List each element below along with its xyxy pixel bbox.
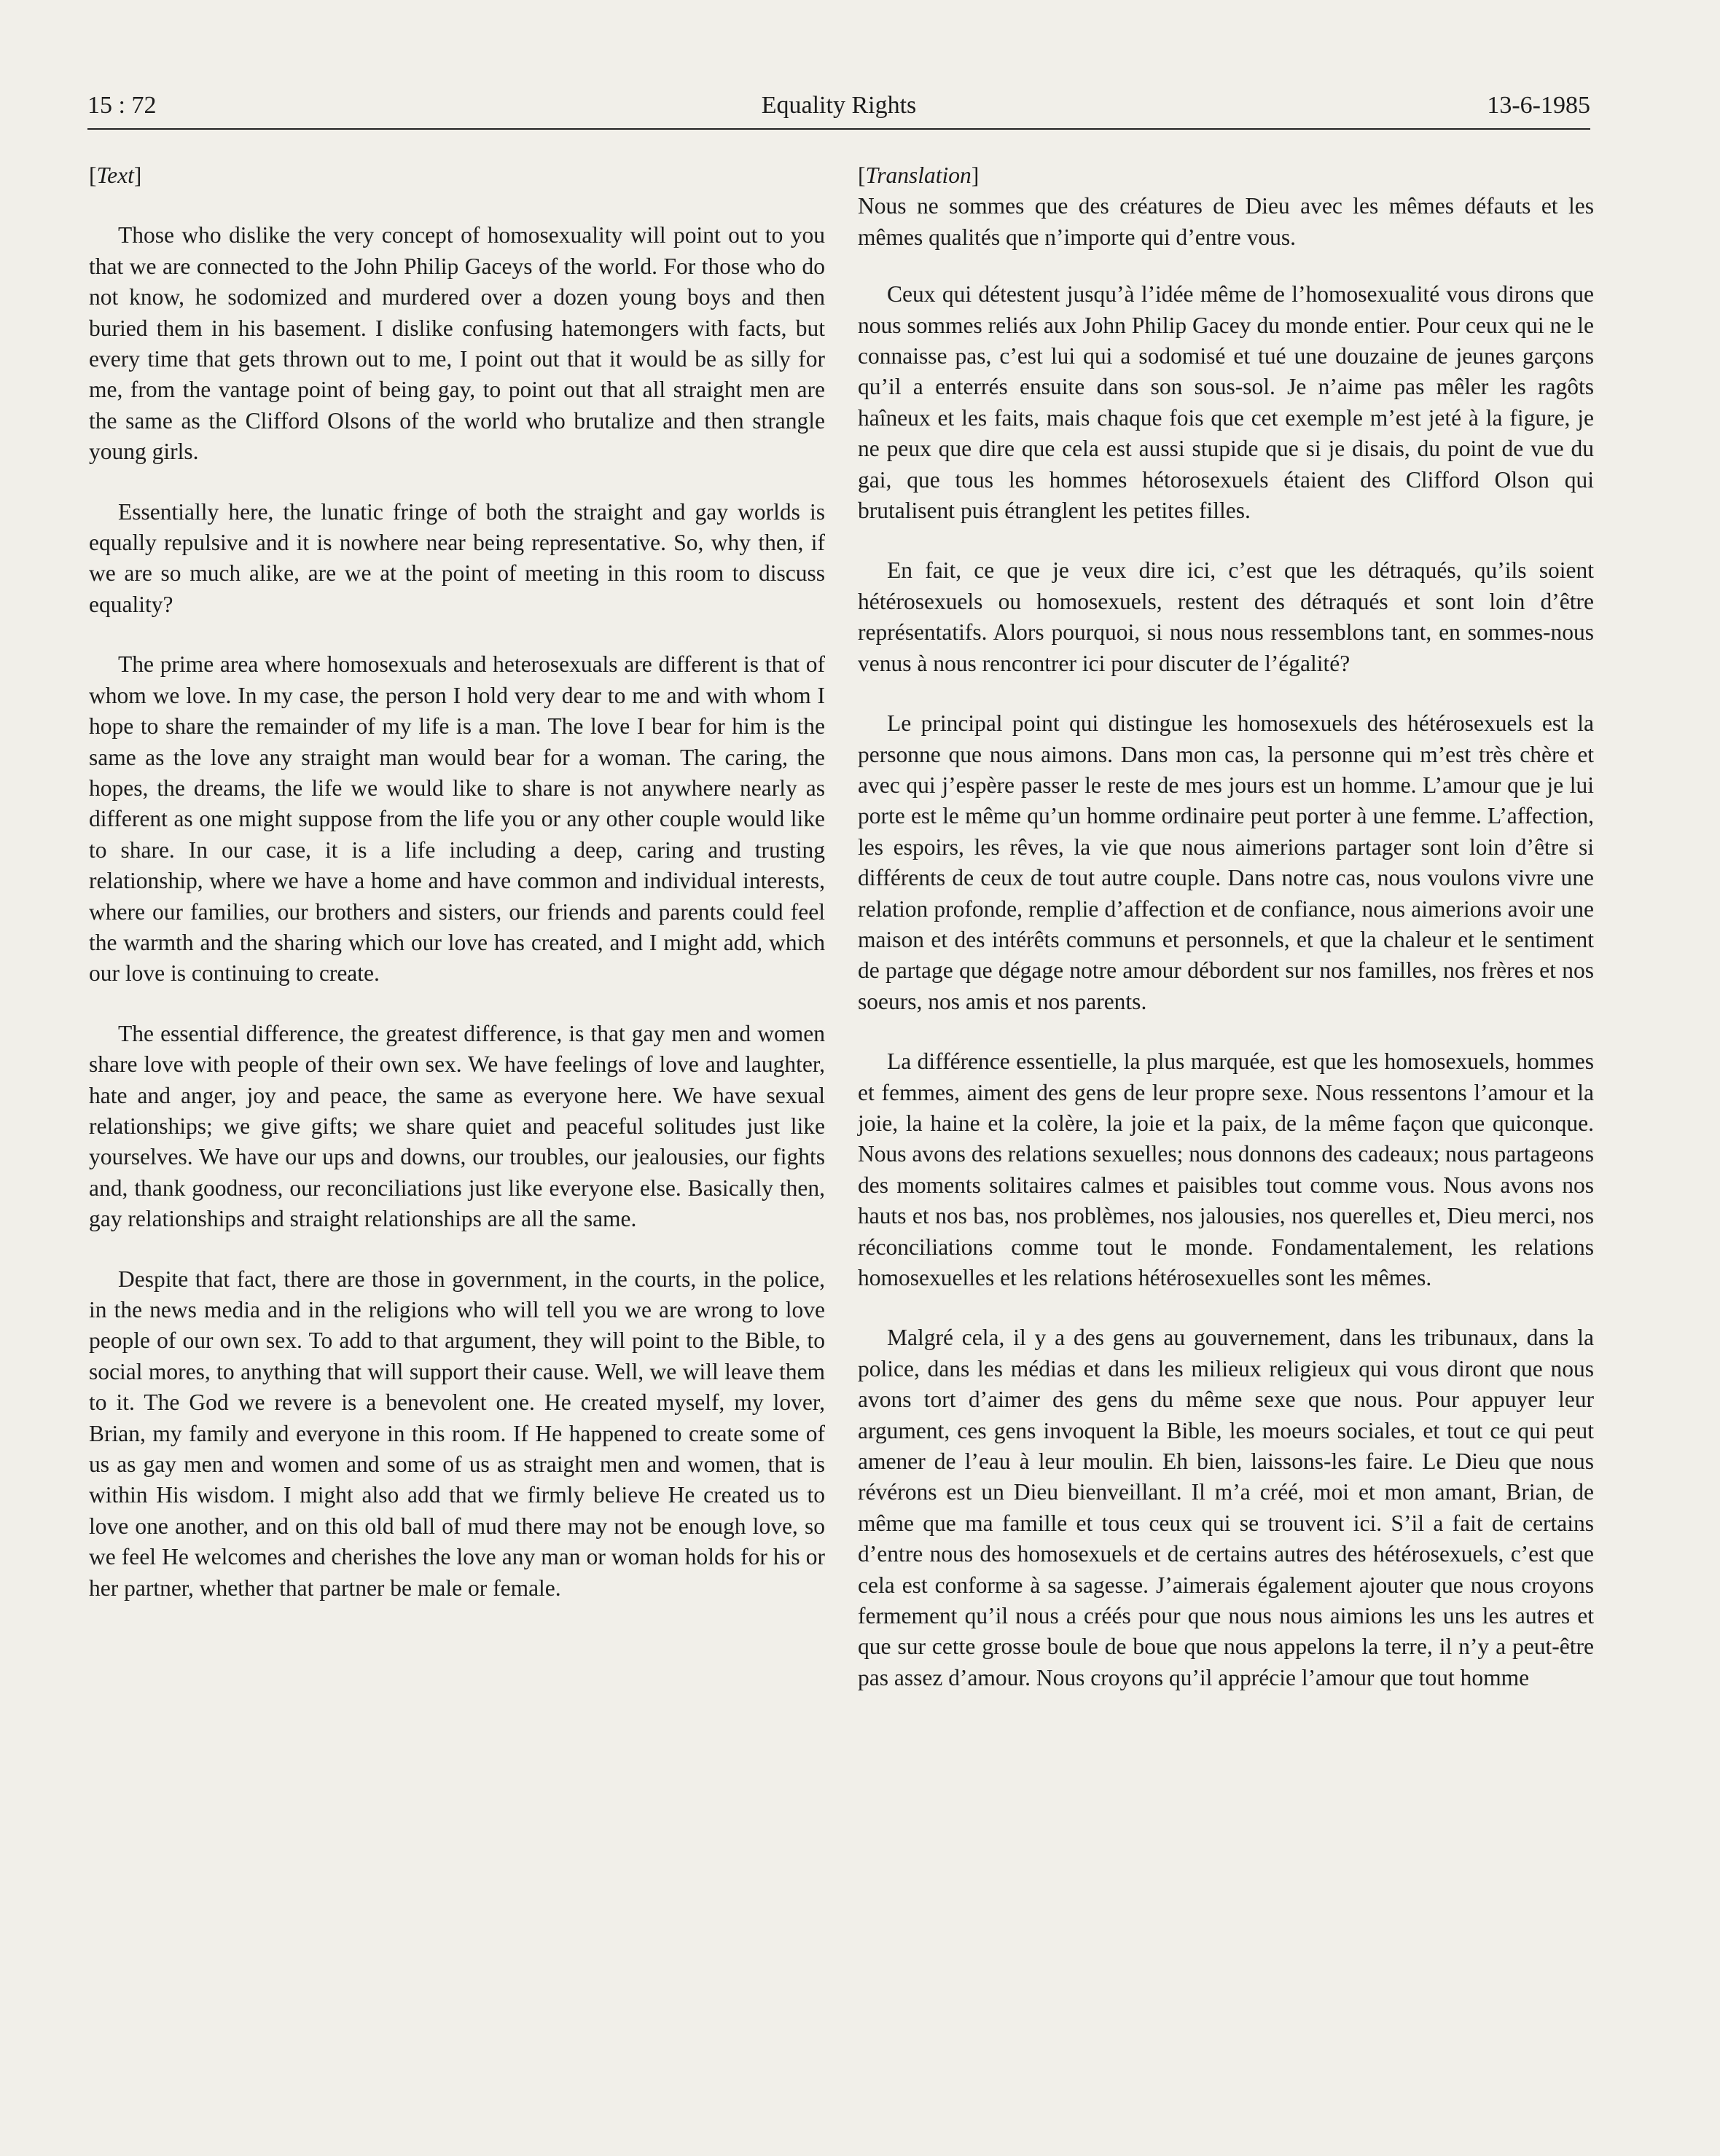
paragraph: Le principal point qui distingue les homosexuels des hétérosexuels est la personne que nous aimons. Dans mon cas, la personne qui m’est très chère et avec qui j’espère passer le reste de mes jours est un homme. L’amour que je lui porte est le même qu’un homme ordinaire peut porter à une femme. L’affection, les espoirs, les rêves, la vie que nous aimerions partager sont loin d’être si différents de ceux de tout autre couple. Dans notre cas, nous voulons vivre une relation profonde, remplie d’affection et de confiance, nous aimerions avoir une maison et des intérêts communs et personnels, et que la chaleur et le sentiment de partage que dégage notre amour débordent sur nos familles, nos frères et nos soeurs, nos amis et nos parents.: [858, 710, 1594, 1014]
english-column: [89, 160, 825, 1633]
page-date: 13-6-1985: [1487, 92, 1590, 119]
column-label: [Text]: [89, 162, 142, 188]
paragraph: The essential difference, the greatest difference, is that gay men and women share love with people of their own sex. We have feelings of love and laughter, hate and anger, joy and peace, the same as everyone here. We have sexual relationships; we give gifts; we share quiet and peaceful solitudes just like yourselves. We have our ups and downs, our troubles, our jealousies, our fights and, thank goodness, our reconciliations just like everyone else. Basically then, gay relationships and straight relationships are all the same.: [89, 1020, 825, 1232]
page-header: [87, 86, 1590, 130]
page-number: 15 : 72: [87, 92, 157, 119]
paragraph: Malgré cela, il y a des gens au gouvernement, dans les tribunaux, dans la police, dans les médias et dans les milieux religieux qui vous diront que nous avons tort d’aimer des gens du même sexe que nous. Pour appuyer leur argument, ces gens invoquent la Bible, les moeurs sociales, et tout ce qui peut amener de l’eau à leur moulin. Eh bien, laissons-les faire. Le Dieu que nous révérons est un Dieu bienveillant. Il m’a créé, moi et mon amant, Brian, de même que ma famille et tous ceux qui se trouvent ici. S’il a fait de certains d’entre nous des homosexuels et de certains autres des hétérosexuels, c’est que cela est conforme à sa sagesse. J’aimerais également ajouter que nous croyons fermement qu’il nous a créés pour que nous nous aimions les uns les autres et que sur cette grosse boule de boue que nous appelons la terre, il n’y a peut-être pas assez d’amour. Nous croyons qu’il apprécie l’amour que tout homme: [858, 1325, 1594, 1690]
paragraph: Those who dislike the very concept of homosexuality will point out to you that we are connected to the John Philip Gaceys of the world. For those who do not know, he sodomized and murdered over a dozen young boys and then buried them in his basement. I dislike confusing hatemongers with facts, but every time that gets thrown out to me, I point out that it would be as silly for me, from the vantage point of being gay, to point out that all straight men are the same as the Clifford Olsons of the world who brutalize and then strangle young girls.: [89, 222, 825, 465]
paragraph: La différence essentielle, la plus marquée, est que les homosexuels, hommes et femmes, aiment des gens de leur propre sexe. Nous ressentons l’amour et la joie, la haine et la colère, la joie et la paix, de la même façon que quiconque. Nous avons des relations sexuelles; nous donnons des cadeaux; nous partageons des moments solitaires calmes et paisibles tout comme vous. Nous avons nos hauts et nos bas, nos problèmes, nos jalousies, nos querelles et, Dieu merci, nos réconciliations comme tout le monde. Fondamentalement, les relations homosexuelles et les relations hétérosexuelles sont les mêmes.: [858, 1048, 1594, 1290]
paragraph: Ceux qui détestent jusqu’à l’idée même de l’homosexualité vous dirons que nous sommes reliés aux John Philip Gacey du monde entier. Pour ceux qui ne le connaisse pas, c’est lui qui a sodomisé et tué une douzaine de jeunes garçons qu’il a enterrés ensuite dans son sous-sol. Je n’aime pas mêler les ragôts haîneux et les faits, mais chaque fois que cet exemple m’est jeté à la figure, je ne peux que dire que cela est aussi stupide que si je disais, du point de vue du gai, que tous les hommes hétorosexuels étaient des Clifford Olson qui brutalisent puis étranglent les petites filles.: [858, 281, 1594, 524]
french-column: [858, 160, 1594, 1722]
paragraph: Despite that fact, there are those in government, in the courts, in the police, in the news media and in the religions who will tell you we are wrong to love people of our own sex. To add to that argument, they will point to the Bible, to social mores, to anything that will support their cause. Well, we will leave them to it. The God we revere is a benevolent one. He created myself, my lover, Brian, my family and everyone in this room. If He happened to create some of us as gay men and women and some of us as straight men and women, that is within His wisdom. I might also add that we firmly believe He created us to love one another, and on this old ball of mud there may not be enough love, so we feel He welcomes and cherishes the love any man or woman holds for his or her partner, whether that partner be male or female.: [89, 1266, 825, 1601]
page-title: Equality Rights: [761, 92, 917, 119]
paragraph: The prime area where homosexuals and heterosexuals are different is that of whom we love. In my case, the person I hold very dear to me and with whom I hope to share the remainder of my life is a man. The love I bear for him is the same as the love any straight man would bear for a woman. The caring, the hopes, the dreams, the life we would like to share is not anywhere nearly as different as one might suppose from the life you or any other couple would like to share. In our case, it is a life including a deep, caring and trusting relationship, where we have a home and have common and individual interests, where our families, our brothers and sisters, our friends and parents could feel the warmth and the sharing which our love has created, and I might add, which our love is continuing to create.: [89, 651, 825, 987]
paragraph: Essentially here, the lunatic fringe of both the straight and gay worlds is equally repulsive and it is nowhere near being representative. So, why then, if we are so much alike, are we at the point of meeting in this room to discuss equality?: [89, 498, 825, 617]
column-label: [Translation]: [858, 162, 980, 188]
paragraph: Nous ne sommes que des créatures de Dieu avec les mêmes défauts et les mêmes qualités que n’importe qui d’entre vous.: [858, 193, 1594, 250]
paragraph: En fait, ce que je veux dire ici, c’est que les détraqués, qu’ils soient hétérosexuels ou homosexuels, restent des détraqués et sont loin d’être représentatifs. Alors pourquoi, si nous nous ressemblons tant, en sommes-nous venus à nous rencontrer ici pour discuter de l’égalité?: [858, 557, 1594, 676]
